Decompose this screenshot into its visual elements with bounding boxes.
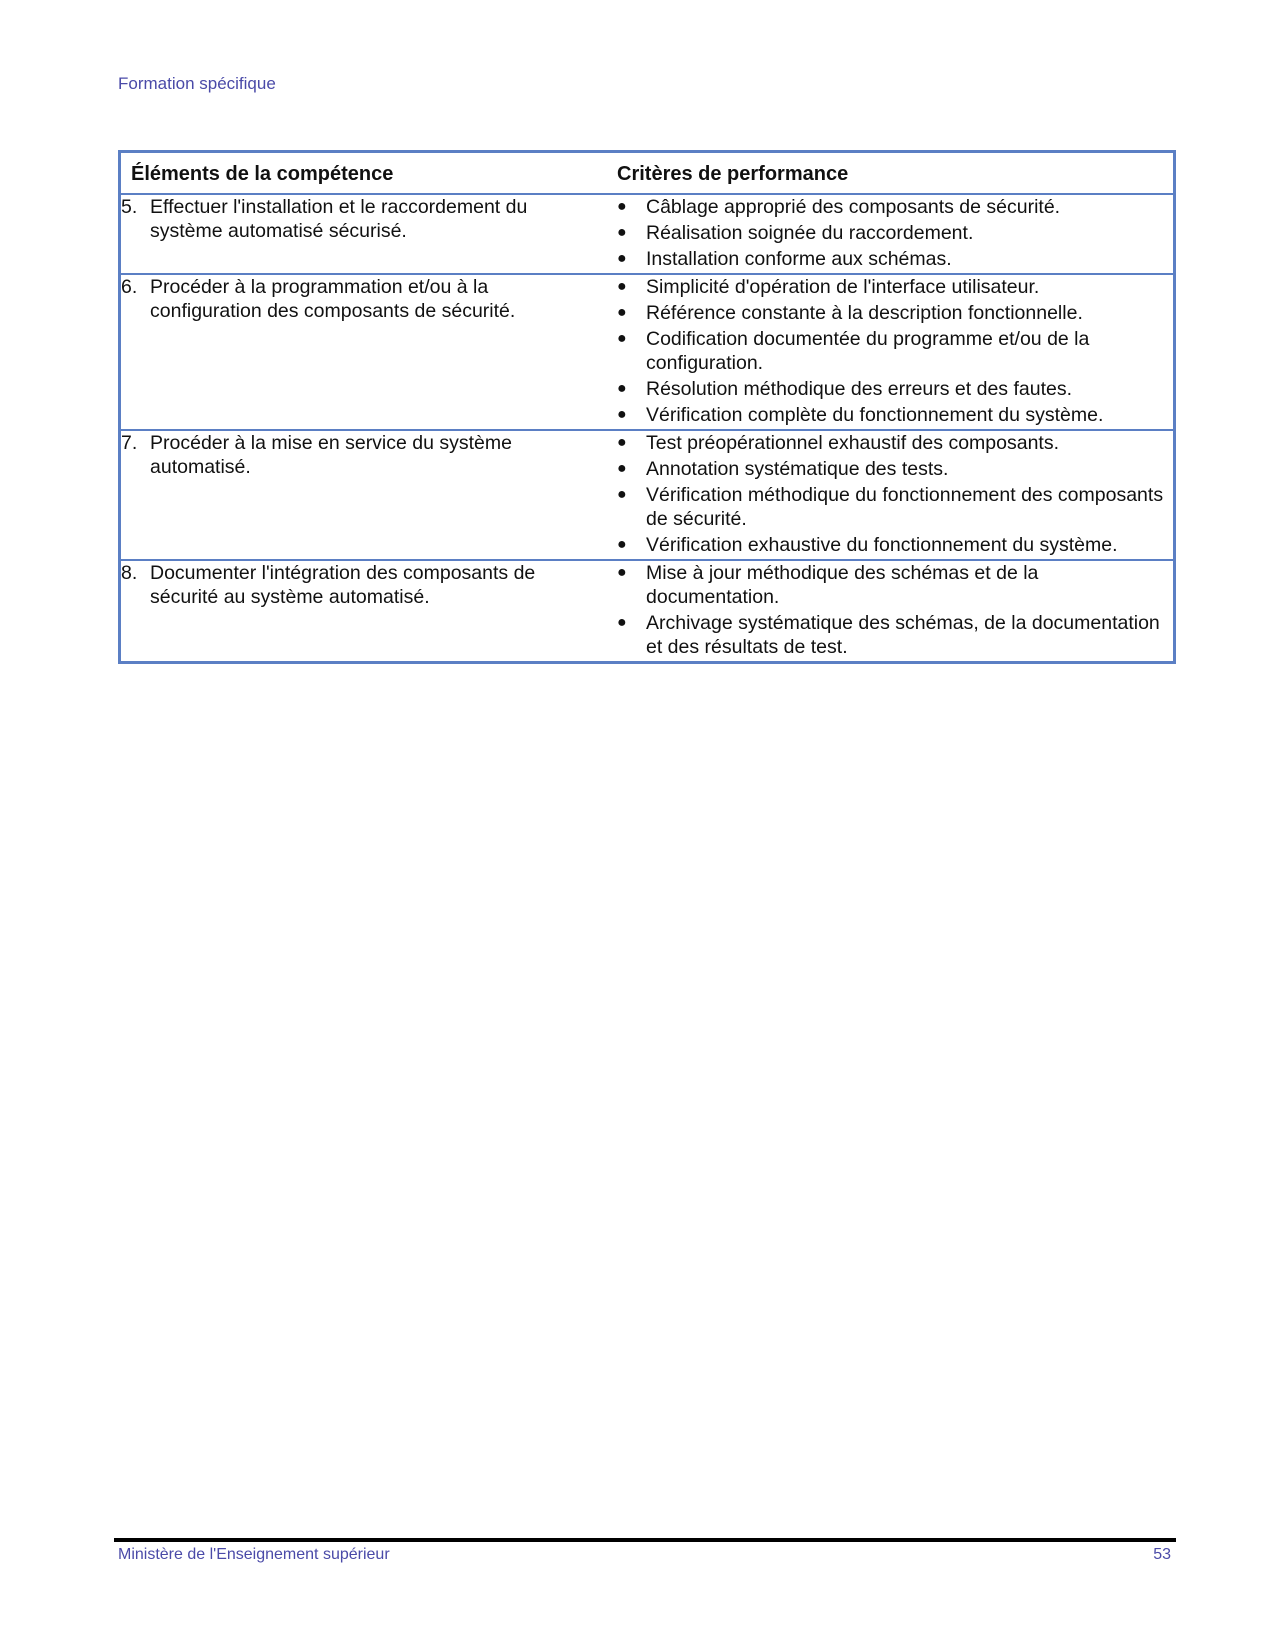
list-item (617, 431, 1173, 455)
table-header-row (120, 152, 1175, 194)
bullet-icon: ● (617, 459, 627, 477)
table-row (120, 194, 1175, 274)
bullet-icon: ● (617, 277, 627, 295)
bullet-icon: ● (617, 485, 627, 503)
element-number: 7. (121, 431, 138, 454)
element-cell (120, 274, 618, 430)
bullet-icon: ● (617, 197, 627, 215)
list-item (617, 483, 1173, 531)
list-item (617, 533, 1173, 557)
criteria-list (617, 431, 1173, 557)
criteria-cell (617, 430, 1175, 560)
list-item (617, 301, 1173, 325)
criteria-list (617, 561, 1173, 659)
table-row (120, 430, 1175, 560)
bullet-icon: ● (617, 433, 627, 451)
criterion-text: Vérification méthodique du fonctionnement des composants de sécurité. (646, 483, 1164, 530)
element-text: Procéder à la programmation et/ou à la configuration des composants de sécurité. (150, 275, 516, 322)
list-item (617, 247, 1173, 271)
list-item (617, 327, 1173, 375)
element-cell (120, 560, 618, 663)
criterion-text: Référence constante à la description fonctionnelle. (646, 301, 1083, 324)
criteria-list (617, 275, 1173, 427)
bullet-icon: ● (617, 379, 627, 397)
list-item (617, 275, 1173, 299)
criterion-text: Mise à jour méthodique des schémas et de la documentation. (646, 561, 1039, 608)
element-cell (120, 194, 618, 274)
competence-table (118, 150, 1176, 664)
competence-element (121, 431, 617, 479)
criterion-text: Simplicité d'opération de l'interface utilisateur. (646, 275, 1040, 298)
column-header-elements: Éléments de la compétence (120, 152, 618, 194)
list-item (617, 221, 1173, 245)
bullet-icon: ● (617, 405, 627, 423)
criterion-text: Archivage systématique des schémas, de la documentation et des résultats de test. (646, 611, 1160, 658)
running-header: Formation spécifique (118, 74, 276, 93)
bullet-icon: ● (617, 223, 627, 241)
table-row (120, 560, 1175, 663)
bullet-icon: ● (617, 613, 627, 631)
element-cell (120, 430, 618, 560)
criterion-text: Annotation systématique des tests. (646, 457, 949, 480)
competence-element (121, 275, 617, 323)
criterion-text: Vérification exhaustive du fonctionnement du système. (646, 533, 1118, 556)
criterion-text: Câblage approprié des composants de sécurité. (646, 195, 1061, 218)
footer-ministry: Ministère de l'Enseignement supérieur (118, 1546, 390, 1563)
bullet-icon: ● (617, 535, 627, 553)
column-header-criteria: Critères de performance (617, 152, 1175, 194)
bullet-icon: ● (617, 249, 627, 267)
bullet-icon: ● (617, 329, 627, 347)
list-item (617, 457, 1173, 481)
criterion-text: Résolution méthodique des erreurs et des fautes. (646, 377, 1073, 400)
element-text: Effectuer l'installation et le raccordement du système automatisé sécurisé. (150, 195, 528, 242)
criterion-text: Réalisation soignée du raccordement. (646, 221, 974, 244)
page-number: 53 (1153, 1546, 1171, 1563)
criterion-text: Test préopérationnel exhaustif des composants. (646, 431, 1059, 454)
criterion-text: Vérification complète du fonctionnement du système. (646, 403, 1104, 426)
element-number: 8. (121, 561, 138, 584)
bullet-icon: ● (617, 563, 627, 581)
criteria-list (617, 195, 1173, 271)
list-item (617, 561, 1173, 609)
element-text: Documenter l'intégration des composants de sécurité au système automatisé. (150, 561, 536, 608)
criteria-cell (617, 274, 1175, 430)
element-number: 5. (121, 195, 138, 218)
criterion-text: Codification documentée du programme et/ou de la configuration. (646, 327, 1090, 374)
element-number: 6. (121, 275, 138, 298)
list-item (617, 195, 1173, 219)
list-item (617, 403, 1173, 427)
element-text: Procéder à la mise en service du système automatisé. (150, 431, 512, 478)
list-item (617, 377, 1173, 401)
list-item (617, 611, 1173, 659)
criteria-cell (617, 560, 1175, 663)
footer-divider (114, 1538, 1176, 1542)
competence-element (121, 195, 617, 243)
bullet-icon: ● (617, 303, 627, 321)
criteria-cell (617, 194, 1175, 274)
criterion-text: Installation conforme aux schémas. (646, 247, 952, 270)
competence-element (121, 561, 617, 609)
table-row (120, 274, 1175, 430)
